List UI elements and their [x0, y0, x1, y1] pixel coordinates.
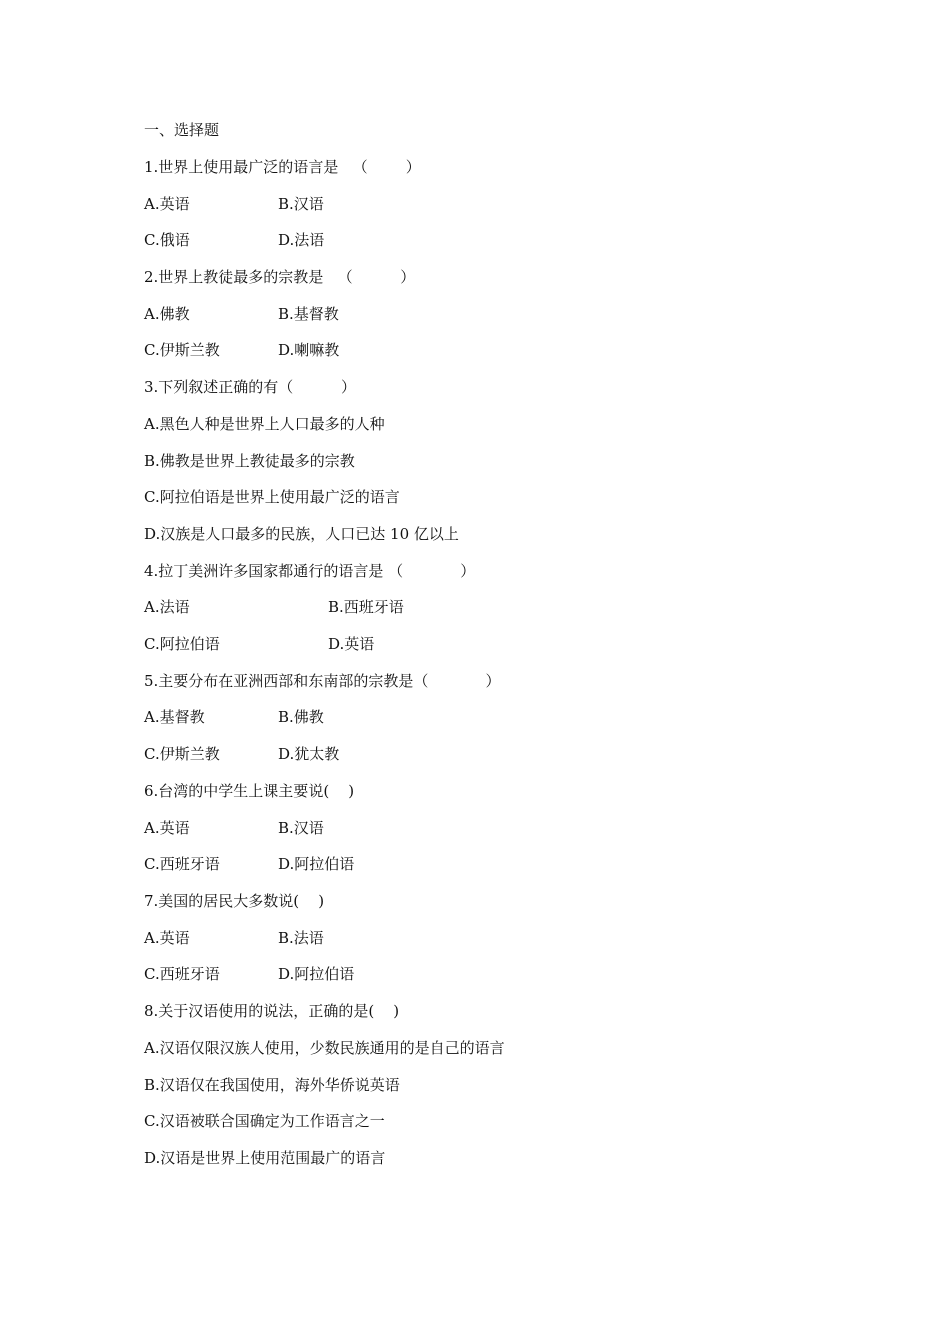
question-2-option-b: B.基督教	[278, 305, 339, 323]
question-8-stem: 8.关于汉语使用的说法，正确的是( )	[144, 1002, 400, 1020]
question-4-option-c: C.阿拉伯语	[144, 635, 220, 653]
question-1-stem: 1.世界上使用最广泛的语言是 （ ）	[144, 158, 421, 176]
question-7-stem: 7.美国的居民大多数说( )	[144, 892, 325, 910]
question-7-option-b: B.法语	[278, 929, 324, 947]
question-1-option-b: B.汉语	[278, 195, 324, 213]
question-7-option-d: D.阿拉伯语	[278, 965, 355, 983]
question-3-option-b: B.佛教是世界上教徒最多的宗教	[144, 452, 355, 470]
question-6-option-a: A.英语	[144, 819, 190, 837]
question-1-option-d: D.法语	[278, 231, 325, 249]
question-6-option-b: B.汉语	[278, 819, 324, 837]
question-3-option-c: C.阿拉伯语是世界上使用最广泛的语言	[144, 488, 400, 506]
question-1-option-a: A.英语	[144, 195, 190, 213]
question-5-option-d: D.犹太教	[278, 745, 340, 763]
question-5-stem: 5.主要分布在亚洲西部和东南部的宗教是（ ）	[144, 672, 501, 690]
question-4-option-b: B.西班牙语	[328, 598, 404, 616]
question-4-option-d: D.英语	[328, 635, 375, 653]
question-6-option-c: C.西班牙语	[144, 855, 220, 873]
question-4-stem: 4.拉丁美洲许多国家都通行的语言是 （ ）	[144, 562, 476, 580]
question-8-option-c: C.汉语被联合国确定为工作语言之一	[144, 1112, 385, 1130]
question-3-option-a: A.黑色人种是世界上人口最多的人种	[144, 415, 385, 433]
section-title: 一、选择题	[144, 121, 220, 139]
question-6-stem: 6.台湾的中学生上课主要说( )	[144, 782, 355, 800]
question-5-option-a: A.基督教	[144, 708, 205, 726]
question-6-option-d: D.阿拉伯语	[278, 855, 355, 873]
question-3-option-d: D.汉族是人口最多的民族，人口已达 10 亿以上	[144, 525, 459, 543]
question-2-option-a: A.佛教	[144, 305, 190, 323]
question-2-option-c: C.伊斯兰教	[144, 341, 220, 359]
question-1-option-c: C.俄语	[144, 231, 190, 249]
question-3-stem: 3.下列叙述正确的有（ ）	[144, 378, 356, 396]
question-5-option-c: C.伊斯兰教	[144, 745, 220, 763]
question-8-option-d: D.汉语是世界上使用范围最广的语言	[144, 1149, 386, 1167]
question-4-option-a: A.法语	[144, 598, 190, 616]
question-8-option-a: A.汉语仅限汉族人使用，少数民族通用的是自己的语言	[144, 1039, 505, 1057]
question-7-option-c: C.西班牙语	[144, 965, 220, 983]
question-5-option-b: B.佛教	[278, 708, 324, 726]
question-2-stem: 2.世界上教徒最多的宗教是 （ ）	[144, 268, 416, 286]
question-8-option-b: B.汉语仅在我国使用，海外华侨说英语	[144, 1076, 400, 1094]
question-2-option-d: D.喇嘛教	[278, 341, 340, 359]
question-7-option-a: A.英语	[144, 929, 190, 947]
